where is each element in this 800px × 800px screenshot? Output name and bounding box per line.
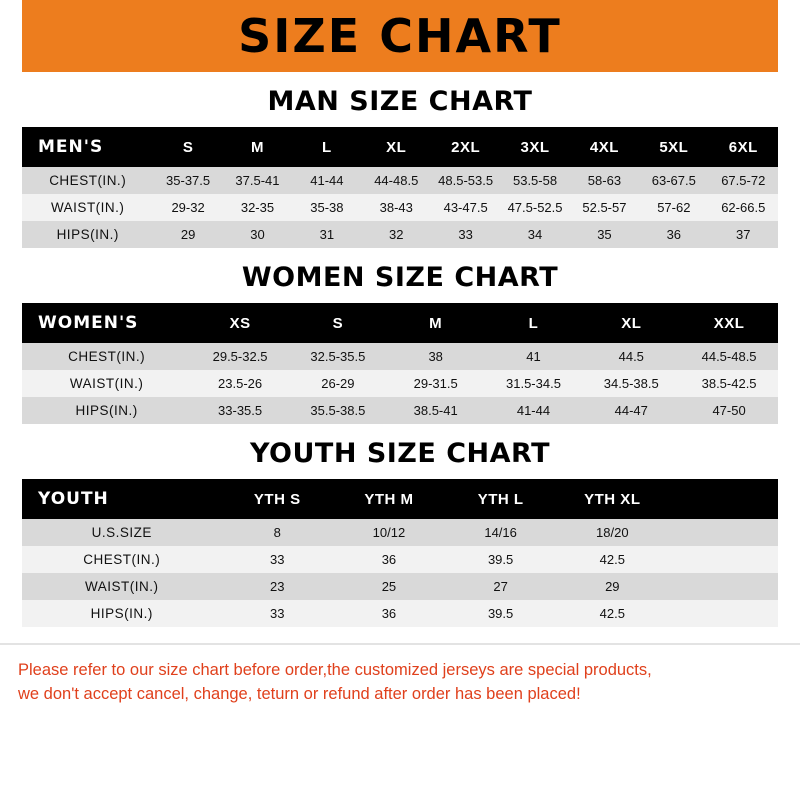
page-title: SIZE CHART [238,9,562,63]
man-row1-c8: 57-62 [639,194,708,221]
women-row1-c2: 26-29 [289,370,387,397]
man-header-6xl: 6XL [709,127,778,167]
youth-row1-c1: 33 [221,546,333,573]
youth-row3-c2: 36 [333,600,445,627]
women-header-xs: XS [191,303,289,343]
youth-row3-spacer [668,600,778,627]
youth-row3-c4: 42.5 [556,600,668,627]
youth-row0-label: U.S.SIZE [22,519,221,546]
women-header-m: M [387,303,485,343]
section-title-man: MAN SIZE CHART [267,86,533,117]
man-row2-label: HIPS(IN.) [22,221,153,248]
youth-table-body [22,519,778,627]
women-header-xl: XL [582,303,680,343]
man-row1-c7: 52.5-57 [570,194,639,221]
table-row [22,519,778,546]
women-row0-c3: 38 [387,343,485,370]
man-row2-c3: 31 [292,221,361,248]
women-row2-c1: 33-35.5 [191,397,289,424]
man-row0-c9: 67.5-72 [709,167,778,194]
youth-row2-c2: 25 [333,573,445,600]
man-row1-c9: 62-66.5 [709,194,778,221]
man-row1-c1: 29-32 [153,194,222,221]
women-header-l: L [485,303,583,343]
man-table-header [22,127,778,167]
table-row [22,221,778,248]
man-row2-c9: 37 [709,221,778,248]
footer-line-1: Please refer to our size chart before order,the customized jerseys are special products, [18,661,652,679]
youth-row2-label: WAIST(IN.) [22,573,221,600]
youth-row1-spacer [668,546,778,573]
man-row1-c3: 35-38 [292,194,361,221]
youth-header-m: YTH M [333,479,445,519]
table-row [22,343,778,370]
man-row0-c4: 44-48.5 [362,167,431,194]
man-header-m: M [223,127,292,167]
women-row0-label: CHEST(IN.) [22,343,191,370]
women-row1-c4: 31.5-34.5 [485,370,583,397]
man-row2-c7: 35 [570,221,639,248]
table-header-row [22,303,778,343]
women-row0-c1: 29.5-32.5 [191,343,289,370]
women-row0-c6: 44.5-48.5 [680,343,778,370]
youth-row2-c1: 23 [221,573,333,600]
man-header-rowlabel: MEN'S [22,127,153,167]
section-man [0,86,800,248]
man-row2-c1: 29 [153,221,222,248]
women-header-s: S [289,303,387,343]
women-row0-c4: 41 [485,343,583,370]
women-row2-c3: 38.5-41 [387,397,485,424]
youth-row3-c1: 33 [221,600,333,627]
header-edge-left [0,0,22,72]
table-header-row [22,127,778,167]
man-row0-label: CHEST(IN.) [22,167,153,194]
table-row [22,397,778,424]
man-row2-c5: 33 [431,221,500,248]
women-row2-label: HIPS(IN.) [22,397,191,424]
youth-row0-c4: 18/20 [556,519,668,546]
man-header-xl: XL [362,127,431,167]
youth-row3-label: HIPS(IN.) [22,600,221,627]
man-row0-c8: 63-67.5 [639,167,708,194]
table-row [22,546,778,573]
women-row2-c2: 35.5-38.5 [289,397,387,424]
section-youth [0,438,800,627]
footer-line-2: we don't accept cancel, change, teturn or refund after order has been placed! [18,685,581,704]
header-edge-right [778,0,800,72]
man-row1-c6: 47.5-52.5 [500,194,569,221]
women-row2-c4: 41-44 [485,397,583,424]
man-table-body [22,167,778,248]
footer-disclaimer [0,643,800,706]
man-row1-c2: 32-35 [223,194,292,221]
table-header-row [22,479,778,519]
women-row0-c5: 44.5 [582,343,680,370]
youth-header-spacer [668,479,778,519]
youth-row1-c3: 39.5 [445,546,557,573]
man-row2-c4: 32 [362,221,431,248]
women-row1-c3: 29-31.5 [387,370,485,397]
women-row1-c6: 38.5-42.5 [680,370,778,397]
table-row [22,167,778,194]
section-title-women: WOMEN SIZE CHART [241,262,559,293]
youth-header-l: YTH L [445,479,557,519]
section-title-youth: YOUTH SIZE CHART [249,438,551,469]
man-size-table [22,127,778,248]
man-row0-c6: 53.5-58 [500,167,569,194]
man-row0-c7: 58-63 [570,167,639,194]
header-banner [0,0,800,72]
man-row0-c3: 41-44 [292,167,361,194]
youth-row0-c2: 10/12 [333,519,445,546]
man-row2-c8: 36 [639,221,708,248]
man-row0-c5: 48.5-53.5 [431,167,500,194]
man-header-5xl: 5XL [639,127,708,167]
man-header-s: S [153,127,222,167]
man-row2-c6: 34 [500,221,569,248]
youth-header-rowlabel: YOUTH [22,479,221,519]
man-header-3xl: 3XL [500,127,569,167]
women-row1-label: WAIST(IN.) [22,370,191,397]
man-header-4xl: 4XL [570,127,639,167]
women-table-body [22,343,778,424]
man-header-l: L [292,127,361,167]
youth-row2-c4: 29 [556,573,668,600]
man-row1-c4: 38-43 [362,194,431,221]
youth-header-xl: YTH XL [556,479,668,519]
man-row1-c5: 43-47.5 [431,194,500,221]
women-row2-c6: 47-50 [680,397,778,424]
man-row1-label: WAIST(IN.) [22,194,153,221]
women-size-table [22,303,778,424]
table-row [22,573,778,600]
youth-row1-c4: 42.5 [556,546,668,573]
youth-row3-c3: 39.5 [445,600,557,627]
section-women [0,262,800,424]
man-row0-c2: 37.5-41 [223,167,292,194]
youth-size-table [22,479,778,627]
table-row [22,370,778,397]
women-row2-c5: 44-47 [582,397,680,424]
table-row [22,600,778,627]
man-row0-c1: 35-37.5 [153,167,222,194]
youth-row1-label: CHEST(IN.) [22,546,221,573]
youth-row1-c2: 36 [333,546,445,573]
women-table-header [22,303,778,343]
women-header-rowlabel: WOMEN'S [22,303,191,343]
man-header-2xl: 2XL [431,127,500,167]
youth-row0-c3: 14/16 [445,519,557,546]
women-row1-c5: 34.5-38.5 [582,370,680,397]
youth-row2-spacer [668,573,778,600]
youth-header-s: YTH S [221,479,333,519]
youth-table-header [22,479,778,519]
women-header-xxl: XXL [680,303,778,343]
youth-row0-c1: 8 [221,519,333,546]
man-row2-c2: 30 [223,221,292,248]
youth-row0-spacer [668,519,778,546]
women-row1-c1: 23.5-26 [191,370,289,397]
women-row0-c2: 32.5-35.5 [289,343,387,370]
table-row [22,194,778,221]
youth-row2-c3: 27 [445,573,557,600]
